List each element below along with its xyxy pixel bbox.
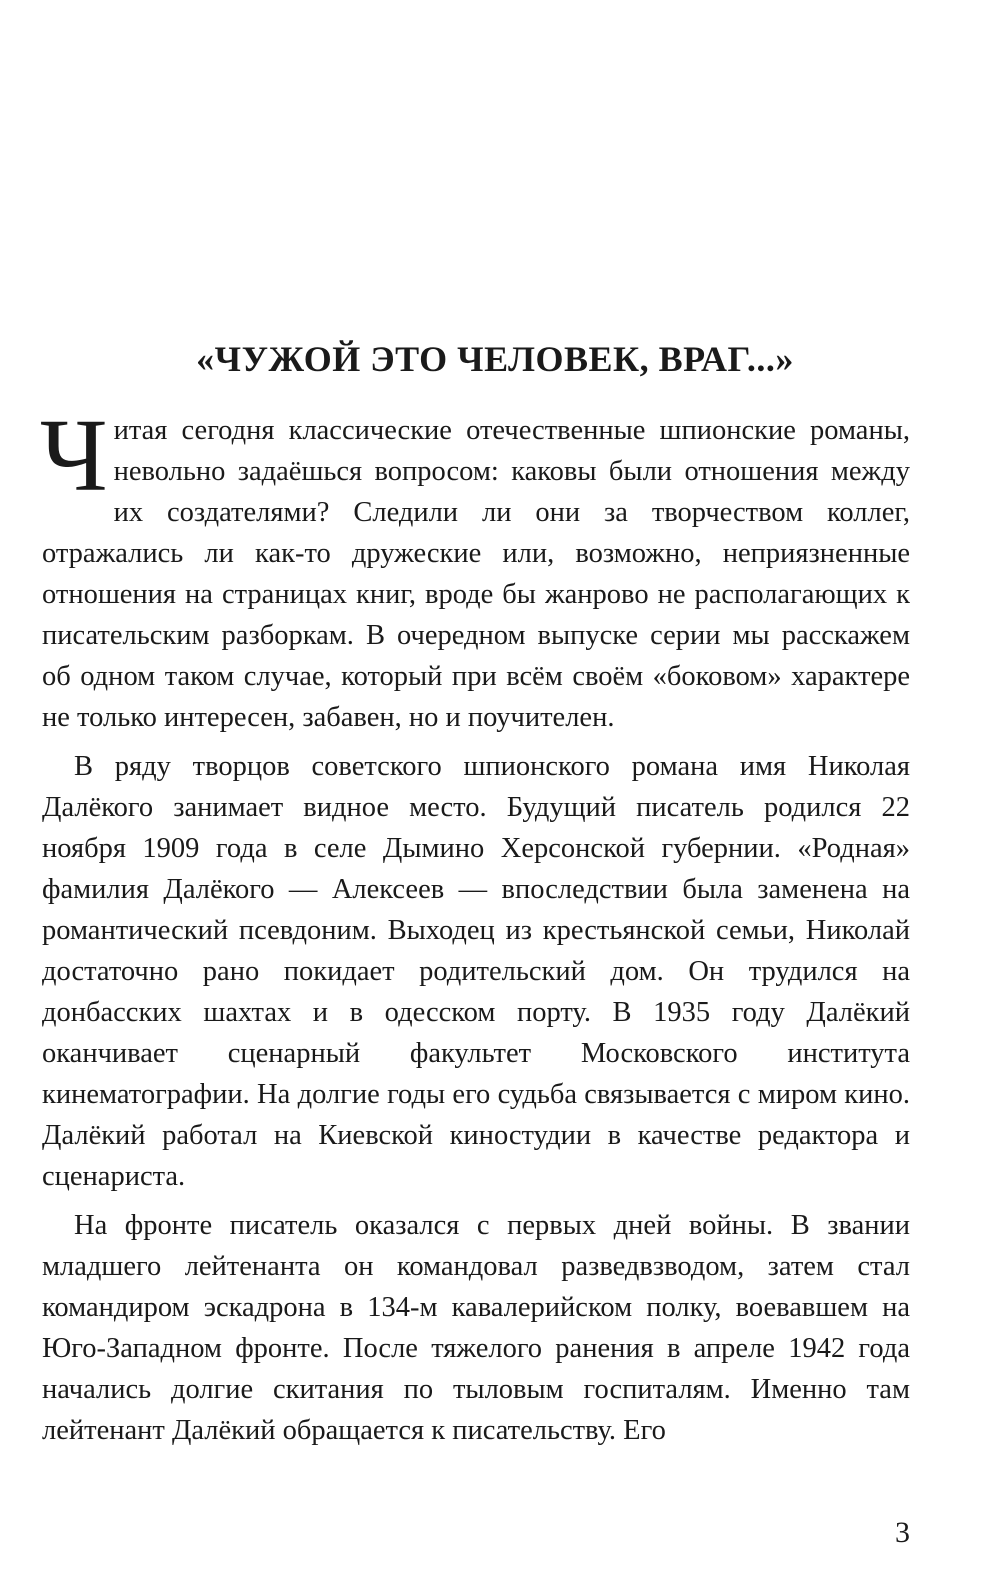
paragraph-1 xyxy=(40,398,910,738)
drop-cap: Ч xyxy=(40,398,108,513)
paragraph-1-text: итая сегодня классические отечественные шпионские романы, невольно задаёшься вопросом: каковы были отношения между их создателями? Следили ли они за творчеством коллег, отражались ли как-то дружеские или, возможно, неприязненные отношения на страницах книг, вроде бы жанрово не располагающих к писательским разборкам. В очередном выпуске серии мы расскажем об одном таком случае, который при всём своём «боковом» характере не только интересен, забавен, но и поучителен. xyxy=(42,415,910,733)
chapter-title: «ЧУЖОЙ ЭТО ЧЕЛОВЕК, ВРАГ...» xyxy=(196,339,794,379)
paragraph-3: На фронте писатель оказался с первых дней войны. В звании младшего лейтенанта он командовал разведвзводом, затем стал командиром эскадрона в 134-м кавалерийском полку, воевавшем на Юго-Западном фронте. После тяжелого ранения в апреле 1942 года начались долгие скитания по тыловым госпиталям. Именно там лейтенант Далёкий обращается к писательству. Его xyxy=(42,1210,910,1446)
page-number: 3 xyxy=(895,1516,910,1549)
body-text xyxy=(40,398,910,1451)
paragraph-2: В ряду творцов советского шпионского романа имя Николая Далёкого занимает видное место. Будущий писатель родился 22 ноября 1909 года в селе Дымино Херсонской губернии. «Родная» фамилия Далёкого — Алексеев — впоследствии была заменена на романтический псевдоним. Выходец из крестьянской семьи, Николай достаточно рано покидает родительский дом. Он трудился на донбасских шахтах и в одесском порту. В 1935 году Далёкий оканчивает сценарный факультет Московского института кинематографии. На долгие годы его судьба связывается с миром кино. Далёкий работал на Киевской киностудии в качестве редактора и сценариста. xyxy=(42,751,910,1192)
